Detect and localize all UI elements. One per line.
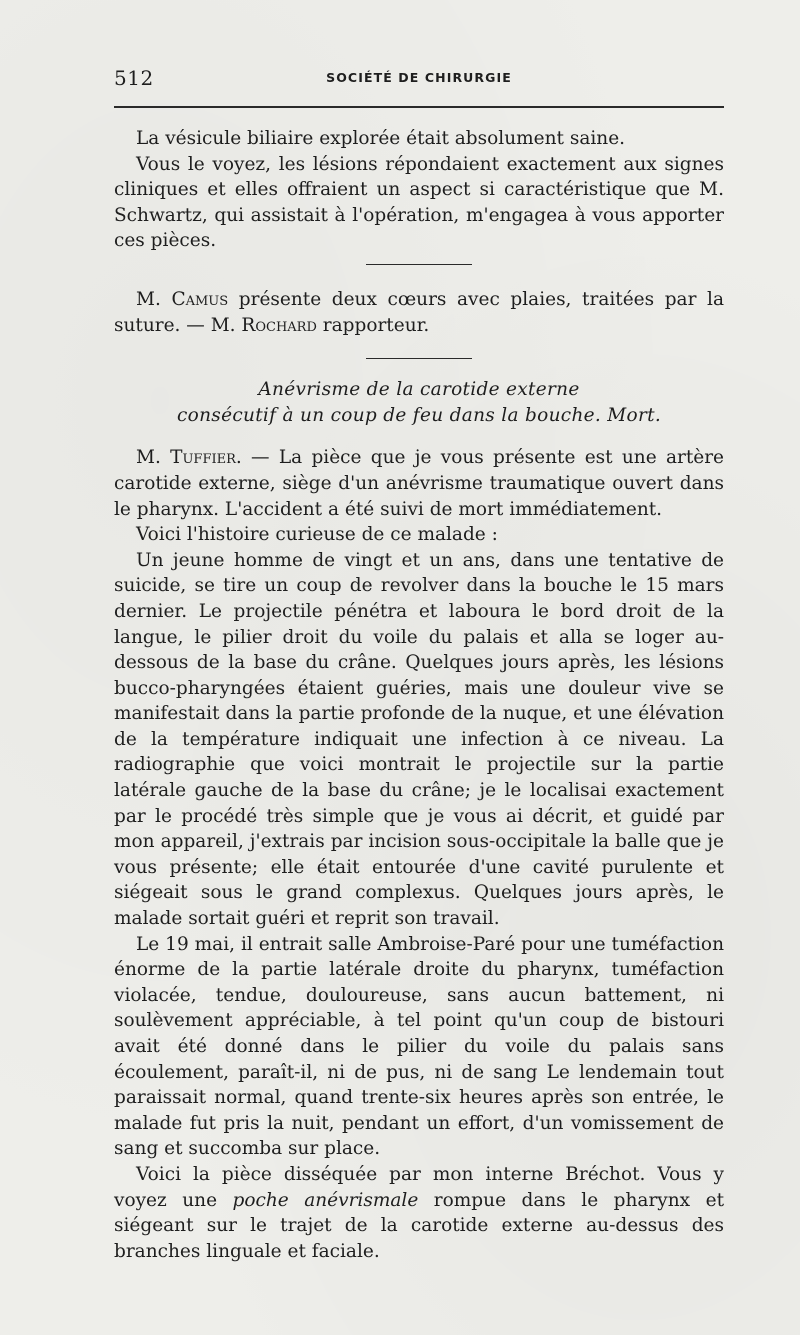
paragraph-tuffier-intro <box>114 445 724 522</box>
emphasis-poche-anevrismale: poche anévrismale <box>232 1189 419 1211</box>
paragraph-dissection <box>114 1162 724 1264</box>
camus-suffix: rapporteur. <box>316 314 430 336</box>
body-text <box>114 126 724 1264</box>
tuffier-prefix: M. <box>136 447 171 469</box>
separator-rule <box>366 358 472 359</box>
paragraph-may-19: Le 19 mai, il entrait salle Ambroise-Paré pour une tuméfaction énorme de la partie latérale droite du pharynx, tuméfaction violacée, tendue, douloureuse, sans aucun battement, ni soulèvement appréciable, à tel point qu'un coup de bistouri avait été donné dans le pilier du voile du palais sans écoulement, paraît-il, ni de pus, ni de sang Le lendemain tout paraissait normal, quand trente-six heures après son entrée, le malade fut pris la nuit, pendant un effort, d'un vomissement de sang et succomba sur place. <box>114 933 724 1160</box>
article-title <box>114 377 724 428</box>
article-title-line-2: consécutif à un coup de feu dans la bouche. Mort. <box>176 404 662 426</box>
header-rule <box>114 106 724 108</box>
reporter-name-rochard: Rochard <box>241 314 317 336</box>
page-number: 512 <box>114 66 154 90</box>
author-name-camus: Camus <box>171 288 229 310</box>
paragraph-gallbladder: La vésicule biliaire explorée était absolument saine. <box>136 128 626 149</box>
paragraph-history-intro: Voici l'histoire curieuse de ce malade : <box>136 524 498 546</box>
paragraph-case-history: Un jeune homme de vingt et un ans, dans une tentative de suicide, se tire un coup de revolver dans la bouche le 15 mars dernier. Le projectile pénétra et laboura le bord droit de la langue, le pilier droit du voile du palais et alla se loger au-dessous de la base du crâne. Quelques jours après, les lésions bucco-pharyngées étaient guéries, mais une douleur vive se manifestait dans la partie profonde de la nuque, et une élévation de la température indiquait une infection à ce niveau. La radiographie que voici montrait le projectile sur la partie latérale gauche de la base du crâne; je le localisai exactement par le procédé très simple que je vous ai décrit, et guidé par mon appareil, j'extrais par incision sous-occipitale la balle que je vous présente; elle était entourée d'une cavité purulente et siégeait sous le grand complexus. Quelques jours après, le malade sortait guéri et reprit son travail. <box>114 549 724 930</box>
page-header <box>114 66 724 96</box>
separator-rule <box>366 264 472 265</box>
article-title-line-1: Anévrisme de la carotide externe <box>258 379 580 401</box>
tuffier-text: . — La pièce que je vous présente est une artère carotide externe, siège d'un anévrisme traumatique ouvert dans le pharynx. L'accident a été suivi de mort immédiatement. <box>114 447 724 520</box>
author-name-tuffier: Tuffier <box>170 447 236 469</box>
paragraph-lesions: Vous le voyez, les lésions répondaient exactement aux signes cliniques et elles offraient un aspect si caractéristique que M. Schwartz, qui assistait à l'opération, m'engagea à vous apporter ces pièces. <box>114 153 724 252</box>
camus-text: présente deux cœurs avec plaies, traitées par la suture. — M. <box>114 288 724 336</box>
camus-prefix: M. <box>136 288 172 310</box>
dissection-suffix: rompue dans le pharynx et siégeant sur le trajet de la carotide externe au-dessus des branches linguale et faciale. <box>114 1189 724 1262</box>
paragraph-camus <box>114 287 724 338</box>
running-title: SOCIÉTÉ DE CHIRURGIE <box>326 70 512 85</box>
dissection-prefix: Voici la pièce disséquée par mon interne Bréchot. Vous y voyez une <box>114 1163 724 1211</box>
